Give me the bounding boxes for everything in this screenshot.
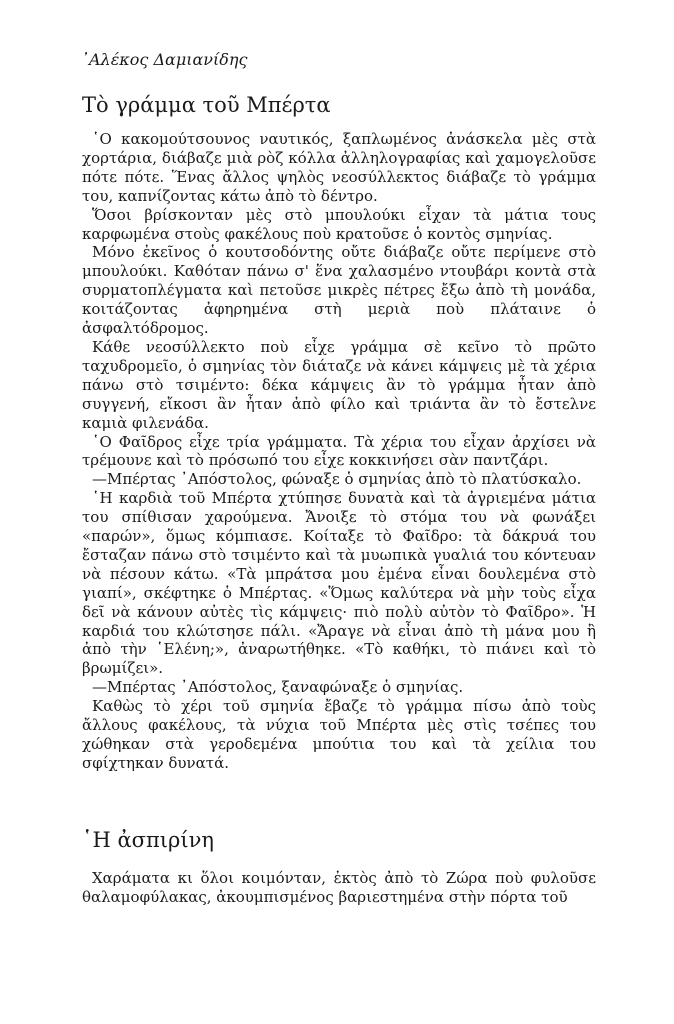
paragraph: —Μπέρτας ᾿Απόστολος, ξαναφώναξε ὁ σμηνίας.	[92, 678, 464, 697]
story-title-letter-of-bertas: Τὸ γράμμα τοῦ Μπέρτα	[82, 93, 331, 117]
author-name: ᾿Αλέκος Δαμιανίδης	[81, 50, 248, 69]
story-title-aspirin: ῾Η ἀσπιρίνη	[82, 828, 214, 852]
paragraph: Καθὼς τὸ χέρι τοῦ σμηνία ἔβαζε τὸ γράμμα πίσω ἀπὸ τοὺς ἄλλους φακέλους, τὰ νύχια τοῦ Μπέρτα μὲς στὶς τσέπες του χώθηκαν στὰ γεροδεμένα μπούτια του καὶ τὰ χείλια του σφίχτηκαν δυνατά.	[82, 697, 596, 772]
paragraph: Χαράματα κι ὅλοι κοιμόνταν, ἐκτὸς ἀπὸ τὸ Ζώρα ποὺ φυλοῦσε θαλαμοφύλακας, ἀκουμπισμένος βαριεστημένα στὴν πόρτα τοῦ	[82, 869, 596, 906]
paragraph: Μόνο ἐκεῖνος ὁ κουτσοδόντης οὔτε διάβαζε οὔτε περίμενε στὸ μπουλούκι. Καθόταν πάνω σ' ἕνα χαλασμένο ντουβάρι κοντὰ στὰ συρματοπλέγματα καὶ πετοῦσε μικρὲς πέτρες ἔξω ἀπὸ τὴ μονάδα, κοιτάζοντας ἀφηρημένα στὴ μεριὰ ποὺ πλάταινε ὁ ἀσφαλτόδρομος.	[82, 243, 596, 338]
story-body-aspirin	[82, 869, 596, 907]
paragraph: —Μπέρτας ᾿Απόστολος, φώναξε ὁ σμηνίας ἀπὸ τὸ πλατύσκαλο.	[92, 470, 582, 489]
paragraph: ῾Ο Φαῖδρος εἶχε τρία γράμματα. Τὰ χέρια του εἶχαν ἀρχίσει νὰ τρέμουνε καὶ τὸ πρόσωπό του εἶχε κοκκινήσει σὰν παντζάρι.	[82, 432, 596, 470]
paragraph: Κάθε νεοσύλλεκτο ποὺ εἶχε γράμμα σὲ κεῖνο τὸ πρῶτο ταχυδρομεῖο, ὁ σμηνίας τὸν διάταζε νὰ κάνει κάμψεις μὲ τὰ χέρια πάνω στὸ τσιμέντο: δέκα κάμψεις ἂν τὸ γράμμα ἦταν ἀπὸ συγγενή, εἴκοσι ἂν ἦταν ἀπὸ φίλο καὶ τριάντα ἂν τὸ ἔστελνε καμιὰ φιλενάδα.	[82, 337, 596, 432]
paragraph: ῾Ο κακομούτσουνος ναυτικός, ξαπλωμένος ἀνάσκελα μὲς στὰ χορτάρια, διάβαζε μιὰ ρὸζ κόλλα ἀλληλογραφίας καὶ χαμογελοῦσε πότε πότε. Ἕνας ἄλλος ψηλὸς νεοσύλλεκτος διάβαζε τὸ γράμμα του, καπνίζοντας κάτω ἀπὸ τὸ δέντρο.	[82, 130, 596, 205]
paragraph: ῾Η καρδιὰ τοῦ Μπέρτα χτύπησε δυνατὰ καὶ τὰ ἀγριεμένα μάτια του σπίθισαν χαρούμενα. Ἄνοιξε τὸ στόμα του νὰ φωνάξει «παρών», ὅμως κόμπιασε. Κοίταξε τὸ Φαῖδρο: τὰ δάκρυά του ἔσταζαν πάνω στὸ τσιμέντο καὶ τὰ μυωπικὰ γυαλιά του κόντευαν νὰ πέσουν κάτω. «Τὰ μπράτσα μου ἐμένα εἶναι δουλεμένα στὸ γιαπί», σκέφτηκε ὁ Μπέρτας. «Ὅμως καλύτερα νὰ μὴν τοὺς εἶχα δεῖ νὰ κάνουν αὐτὲς τὶς κάμψεις· πιὸ πολὺ αὐτὸν τὸ Φαῖδρο». Ἡ καρδιά του κλώτσησε πάλι. «Ἄραγε νὰ εἶναι ἀπὸ τὴ μάνα μου ἢ ἀπὸ τὴν ῾Ελένη;», ἀναρωτήθηκε. «Τὸ καθήκι, τὸ πιάνει καὶ τὸ βρωμίζει».	[82, 489, 596, 678]
paragraph: Ὅσοι βρίσκονταν μὲς στὸ μπουλούκι εἶχαν τὰ μάτια τους καρφωμένα στοὺς φακέλους ποὺ κρατοῦσε ὁ κοντὸς σμηνίας.	[82, 205, 596, 243]
story-body-letter-of-bertas	[82, 130, 596, 773]
